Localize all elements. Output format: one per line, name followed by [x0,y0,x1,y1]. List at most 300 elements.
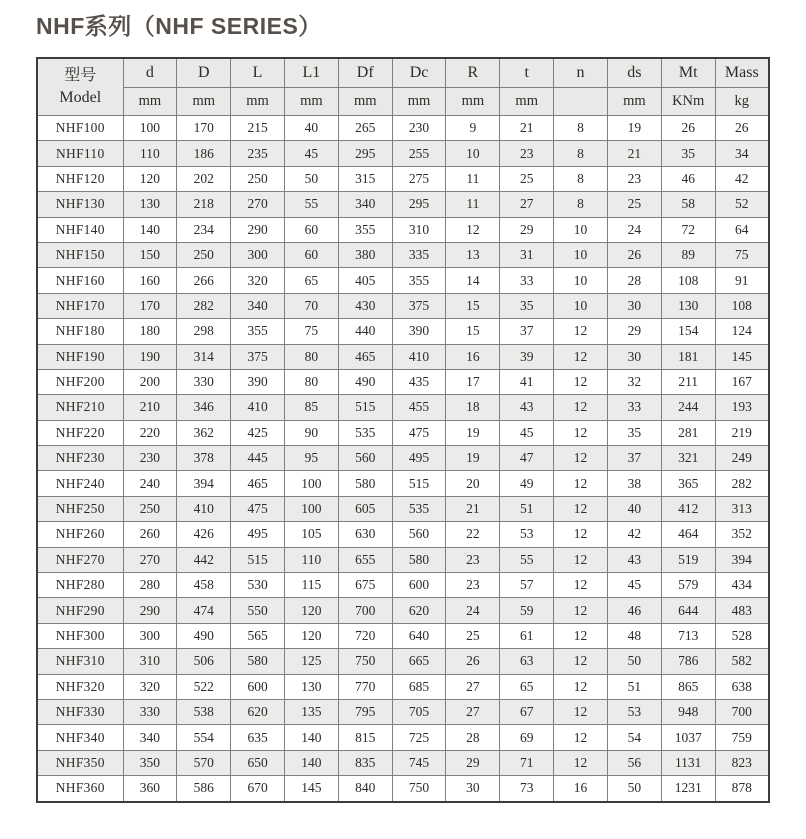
value-cell: 69 [500,725,554,750]
table-row [37,446,769,471]
model-cell: NHF150 [37,242,123,267]
model-column-header [37,58,123,116]
column-unit-dc: mm [392,88,446,116]
value-cell: 24 [607,217,661,242]
value-cell: 1231 [661,776,715,802]
value-cell: 340 [231,293,285,318]
table-row [37,344,769,369]
value-cell: 23 [446,547,500,572]
value-cell: 71 [500,750,554,775]
value-cell: 19 [446,446,500,471]
value-cell: 80 [284,344,338,369]
value-cell: 43 [500,395,554,420]
table-row [37,166,769,191]
value-cell: 31 [500,242,554,267]
value-cell: 270 [123,547,177,572]
value-cell: 57 [500,573,554,598]
value-cell: 360 [123,776,177,802]
value-cell: 240 [123,471,177,496]
value-cell: 21 [607,141,661,166]
value-cell: 823 [715,750,769,775]
value-cell: 60 [284,217,338,242]
value-cell: 108 [661,268,715,293]
value-cell: 430 [338,293,392,318]
value-cell: 45 [500,420,554,445]
value-cell: 458 [177,573,231,598]
value-cell: 186 [177,141,231,166]
column-label-t: t [500,58,554,88]
value-cell: 100 [123,116,177,141]
value-cell: 620 [392,598,446,623]
value-cell: 265 [338,116,392,141]
value-cell: 298 [177,319,231,344]
value-cell: 33 [607,395,661,420]
value-cell: 579 [661,573,715,598]
value-cell: 211 [661,369,715,394]
value-cell: 700 [715,699,769,724]
value-cell: 46 [607,598,661,623]
value-cell: 110 [123,141,177,166]
model-cell: NHF220 [37,420,123,445]
value-cell: 250 [177,242,231,267]
value-cell: 495 [231,522,285,547]
value-cell: 210 [123,395,177,420]
value-cell: 51 [607,674,661,699]
value-cell: 30 [607,344,661,369]
model-cell: NHF350 [37,750,123,775]
value-cell: 45 [284,141,338,166]
value-cell: 124 [715,319,769,344]
value-cell: 75 [284,319,338,344]
table-row [37,471,769,496]
value-cell: 180 [123,319,177,344]
table-row [37,674,769,699]
value-cell: 190 [123,344,177,369]
value-cell: 713 [661,623,715,648]
value-cell: 365 [661,471,715,496]
value-cell: 150 [123,242,177,267]
value-cell: 350 [123,750,177,775]
value-cell: 220 [123,420,177,445]
value-cell: 181 [661,344,715,369]
value-cell: 12 [554,319,608,344]
value-cell: 330 [123,699,177,724]
value-cell: 12 [554,547,608,572]
value-cell: 582 [715,649,769,674]
value-cell: 38 [607,471,661,496]
value-cell: 47 [500,446,554,471]
table-row [37,649,769,674]
value-cell: 60 [284,242,338,267]
value-cell: 282 [177,293,231,318]
value-cell: 378 [177,446,231,471]
value-cell: 475 [392,420,446,445]
value-cell: 375 [392,293,446,318]
value-cell: 53 [607,699,661,724]
value-cell: 120 [123,166,177,191]
value-cell: 100 [284,496,338,521]
column-label-dc: Dc [392,58,446,88]
value-cell: 35 [607,420,661,445]
value-cell: 490 [338,369,392,394]
value-cell: 230 [392,116,446,141]
value-cell: 586 [177,776,231,802]
table-row [37,750,769,775]
value-cell: 12 [554,598,608,623]
value-cell: 65 [284,268,338,293]
table-row [37,268,769,293]
value-cell: 410 [392,344,446,369]
value-cell: 30 [446,776,500,802]
value-cell: 27 [500,192,554,217]
value-cell: 8 [554,141,608,166]
value-cell: 8 [554,192,608,217]
value-cell: 34 [715,141,769,166]
value-cell: 250 [123,496,177,521]
value-cell: 10 [554,293,608,318]
model-cell: NHF140 [37,217,123,242]
value-cell: 375 [231,344,285,369]
value-cell: 465 [231,471,285,496]
value-cell: 37 [607,446,661,471]
value-cell: 506 [177,649,231,674]
value-cell: 745 [392,750,446,775]
value-cell: 390 [231,369,285,394]
value-cell: 840 [338,776,392,802]
value-cell: 620 [231,699,285,724]
value-cell: 125 [284,649,338,674]
value-cell: 465 [338,344,392,369]
model-cell: NHF160 [37,268,123,293]
table-row [37,725,769,750]
value-cell: 24 [446,598,500,623]
value-cell: 140 [284,725,338,750]
value-cell: 41 [500,369,554,394]
value-cell: 355 [392,268,446,293]
table-row [37,395,769,420]
value-cell: 80 [284,369,338,394]
column-unit-n [554,88,608,116]
value-cell: 270 [231,192,285,217]
value-cell: 750 [392,776,446,802]
value-cell: 30 [607,293,661,318]
value-cell: 560 [392,522,446,547]
value-cell: 310 [123,649,177,674]
column-label-r: R [446,58,500,88]
table-row [37,242,769,267]
model-cell: NHF200 [37,369,123,394]
value-cell: 440 [338,319,392,344]
value-cell: 725 [392,725,446,750]
value-cell: 230 [123,446,177,471]
value-cell: 665 [392,649,446,674]
value-cell: 12 [554,649,608,674]
column-label-d: D [177,58,231,88]
table-row [37,522,769,547]
value-cell: 140 [284,750,338,775]
value-cell: 51 [500,496,554,521]
value-cell: 12 [554,446,608,471]
model-cell: NHF170 [37,293,123,318]
value-cell: 12 [554,623,608,648]
value-cell: 425 [231,420,285,445]
value-cell: 550 [231,598,285,623]
value-cell: 235 [231,141,285,166]
value-cell: 330 [177,369,231,394]
value-cell: 685 [392,674,446,699]
nhf-series-spec-table [36,57,770,803]
value-cell: 412 [661,496,715,521]
value-cell: 600 [231,674,285,699]
value-cell: 42 [607,522,661,547]
table-row [37,293,769,318]
value-cell: 85 [284,395,338,420]
value-cell: 948 [661,699,715,724]
value-cell: 25 [500,166,554,191]
value-cell: 167 [715,369,769,394]
value-cell: 202 [177,166,231,191]
value-cell: 29 [500,217,554,242]
table-row [37,776,769,802]
value-cell: 33 [500,268,554,293]
value-cell: 580 [392,547,446,572]
value-cell: 135 [284,699,338,724]
value-cell: 16 [554,776,608,802]
value-cell: 410 [177,496,231,521]
value-cell: 705 [392,699,446,724]
value-cell: 290 [231,217,285,242]
value-cell: 515 [392,471,446,496]
model-cell: NHF250 [37,496,123,521]
model-cell: NHF130 [37,192,123,217]
value-cell: 249 [715,446,769,471]
value-cell: 280 [123,573,177,598]
value-cell: 49 [500,471,554,496]
column-unit-mt: KNm [661,88,715,116]
model-cell: NHF230 [37,446,123,471]
model-cell: NHF120 [37,166,123,191]
value-cell: 483 [715,598,769,623]
model-header-zh: 型号 [64,67,97,85]
value-cell: 72 [661,217,715,242]
value-cell: 434 [715,573,769,598]
value-cell: 40 [284,116,338,141]
value-cell: 53 [500,522,554,547]
value-cell: 27 [446,699,500,724]
value-cell: 154 [661,319,715,344]
column-unit-ds: mm [607,88,661,116]
value-cell: 530 [231,573,285,598]
value-cell: 670 [231,776,285,802]
column-unit-l1: mm [284,88,338,116]
value-cell: 15 [446,319,500,344]
value-cell: 720 [338,623,392,648]
value-cell: 313 [715,496,769,521]
value-cell: 12 [554,395,608,420]
value-cell: 130 [123,192,177,217]
model-cell: NHF100 [37,116,123,141]
table-row [37,217,769,242]
value-cell: 10 [554,242,608,267]
value-cell: 8 [554,166,608,191]
value-cell: 170 [123,293,177,318]
value-cell: 120 [284,623,338,648]
value-cell: 570 [177,750,231,775]
column-label-df: Df [338,58,392,88]
value-cell: 320 [123,674,177,699]
value-cell: 538 [177,699,231,724]
value-cell: 12 [554,725,608,750]
header-row-units [37,88,769,116]
value-cell: 475 [231,496,285,521]
model-cell: NHF110 [37,141,123,166]
table-row [37,141,769,166]
value-cell: 640 [392,623,446,648]
page-title: NHF系列（NHF SERIES） [36,13,322,39]
value-cell: 46 [661,166,715,191]
model-cell: NHF310 [37,649,123,674]
value-cell: 9 [446,116,500,141]
model-cell: NHF320 [37,674,123,699]
value-cell: 218 [177,192,231,217]
value-cell: 13 [446,242,500,267]
value-cell: 535 [392,496,446,521]
value-cell: 314 [177,344,231,369]
value-cell: 19 [607,116,661,141]
value-cell: 55 [500,547,554,572]
value-cell: 120 [284,598,338,623]
value-cell: 519 [661,547,715,572]
value-cell: 250 [231,166,285,191]
value-cell: 12 [554,344,608,369]
value-cell: 635 [231,725,285,750]
value-cell: 815 [338,725,392,750]
column-unit-df: mm [338,88,392,116]
column-unit-d: mm [123,88,177,116]
value-cell: 560 [338,446,392,471]
table-row [37,623,769,648]
value-cell: 320 [231,268,285,293]
value-cell: 63 [500,649,554,674]
table-row [37,319,769,344]
model-cell: NHF190 [37,344,123,369]
value-cell: 26 [446,649,500,674]
value-cell: 12 [554,750,608,775]
value-cell: 29 [446,750,500,775]
value-cell: 234 [177,217,231,242]
value-cell: 12 [554,699,608,724]
value-cell: 310 [392,217,446,242]
column-label-ds: ds [607,58,661,88]
value-cell: 28 [607,268,661,293]
table-row [37,496,769,521]
value-cell: 835 [338,750,392,775]
value-cell: 12 [554,496,608,521]
value-cell: 878 [715,776,769,802]
value-cell: 362 [177,420,231,445]
value-cell: 61 [500,623,554,648]
value-cell: 12 [554,573,608,598]
value-cell: 300 [231,242,285,267]
column-unit-t: mm [500,88,554,116]
value-cell: 39 [500,344,554,369]
value-cell: 65 [500,674,554,699]
value-cell: 750 [338,649,392,674]
value-cell: 59 [500,598,554,623]
model-cell: NHF180 [37,319,123,344]
value-cell: 490 [177,623,231,648]
value-cell: 445 [231,446,285,471]
value-cell: 73 [500,776,554,802]
value-cell: 160 [123,268,177,293]
value-cell: 27 [446,674,500,699]
column-unit-r: mm [446,88,500,116]
value-cell: 50 [607,649,661,674]
value-cell: 655 [338,547,392,572]
model-cell: NHF300 [37,623,123,648]
value-cell: 1131 [661,750,715,775]
value-cell: 219 [715,420,769,445]
value-cell: 759 [715,725,769,750]
value-cell: 26 [607,242,661,267]
value-cell: 580 [231,649,285,674]
value-cell: 35 [500,293,554,318]
value-cell: 565 [231,623,285,648]
value-cell: 37 [500,319,554,344]
value-cell: 12 [446,217,500,242]
value-cell: 675 [338,573,392,598]
value-cell: 89 [661,242,715,267]
value-cell: 100 [284,471,338,496]
value-cell: 295 [392,192,446,217]
value-cell: 281 [661,420,715,445]
value-cell: 50 [607,776,661,802]
value-cell: 130 [661,293,715,318]
value-cell: 11 [446,166,500,191]
value-cell: 394 [177,471,231,496]
value-cell: 108 [715,293,769,318]
model-cell: NHF340 [37,725,123,750]
value-cell: 8 [554,116,608,141]
model-cell: NHF360 [37,776,123,802]
value-cell: 23 [446,573,500,598]
value-cell: 115 [284,573,338,598]
value-cell: 435 [392,369,446,394]
value-cell: 442 [177,547,231,572]
value-cell: 25 [607,192,661,217]
value-cell: 200 [123,369,177,394]
value-cell: 390 [392,319,446,344]
column-label-mass: Mass [715,58,769,88]
value-cell: 67 [500,699,554,724]
value-cell: 455 [392,395,446,420]
value-cell: 700 [338,598,392,623]
value-cell: 426 [177,522,231,547]
table-row [37,192,769,217]
value-cell: 290 [123,598,177,623]
value-cell: 1037 [661,725,715,750]
value-cell: 17 [446,369,500,394]
value-cell: 170 [177,116,231,141]
table-row [37,116,769,141]
value-cell: 355 [338,217,392,242]
value-cell: 12 [554,674,608,699]
value-cell: 26 [715,116,769,141]
value-cell: 16 [446,344,500,369]
value-cell: 32 [607,369,661,394]
value-cell: 105 [284,522,338,547]
value-cell: 12 [554,471,608,496]
